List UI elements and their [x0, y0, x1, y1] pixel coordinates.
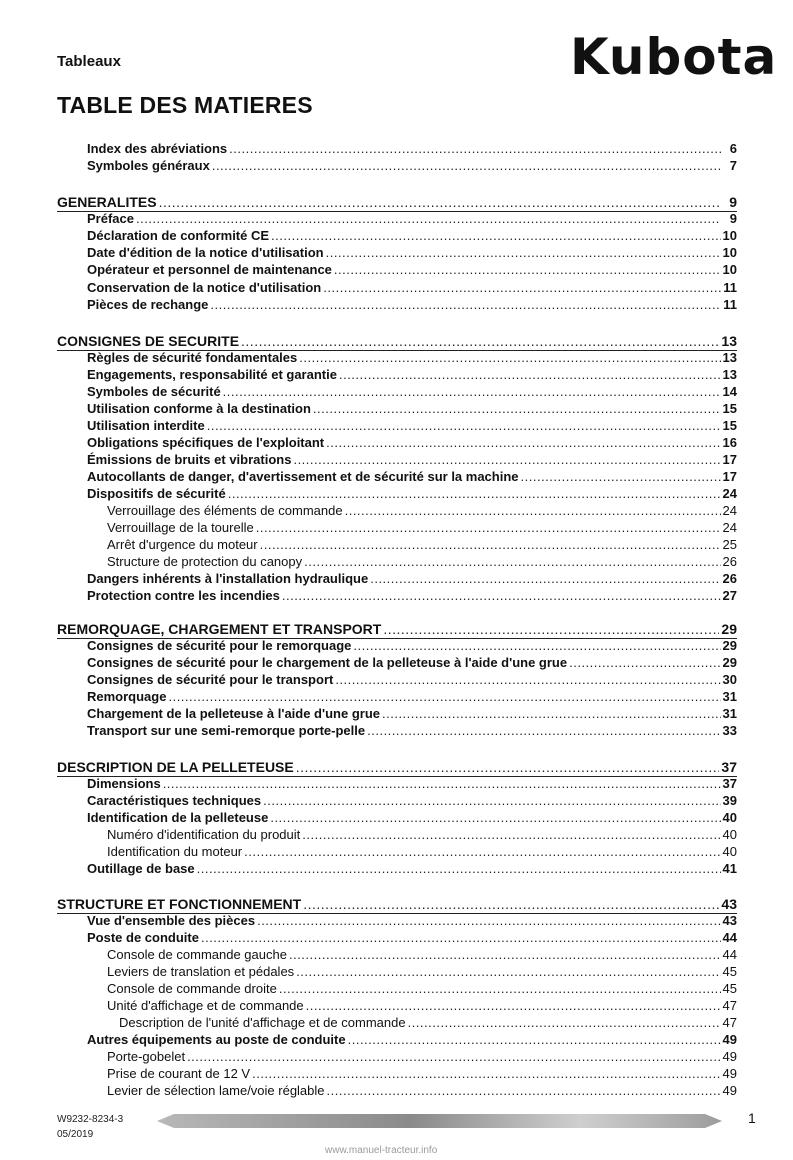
- toc-entry[interactable]: [107, 1066, 737, 1082]
- toc-entry[interactable]: [87, 793, 737, 809]
- toc-entry-title: Consignes de sécurité pour le chargement de la pelleteuse à l'aide d'une grue: [87, 655, 568, 670]
- toc-entry-title: CONSIGNES DE SECURITE: [57, 333, 240, 349]
- toc-entry[interactable]: [87, 245, 737, 261]
- toc-page-number: 49: [722, 1049, 737, 1064]
- toc-page-number: 43: [721, 896, 737, 912]
- toc-entry-title: Console de commande gauche: [107, 947, 287, 962]
- toc-entry[interactable]: [87, 401, 737, 417]
- toc-page-number: 39: [722, 793, 737, 808]
- toc-leader-dots: [296, 759, 720, 775]
- toc-leader-dots: [304, 554, 720, 570]
- toc-leader-dots: [293, 452, 720, 468]
- toc-page-number: 25: [722, 537, 737, 552]
- toc-entry-title: Dispositifs de sécurité: [87, 486, 226, 501]
- toc-page-number: 49: [722, 1032, 737, 1047]
- doc-number: W9232-8234-3: [57, 1114, 124, 1125]
- toc-leader-dots: [353, 638, 720, 654]
- toc-leader-dots: [323, 280, 721, 296]
- toc-page-number: 13: [722, 367, 737, 382]
- toc-entry[interactable]: [87, 723, 737, 739]
- toc-entry-title: Poste de conduite: [87, 930, 199, 945]
- toc-page-number: 29: [721, 621, 737, 637]
- toc-entry[interactable]: [87, 262, 737, 278]
- toc-leader-dots: [270, 810, 720, 826]
- toc-leader-dots: [197, 861, 721, 877]
- toc-leader-dots: [212, 158, 721, 174]
- toc-entry-title: Engagements, responsabilité et garantie: [87, 367, 337, 382]
- toc-chapter[interactable]: [57, 194, 737, 210]
- toc-entry-title: Règles de sécurité fondamentales: [87, 350, 298, 365]
- toc-page-number: 40: [722, 827, 737, 842]
- page-number: 1: [748, 1110, 756, 1126]
- toc-leader-dots: [282, 588, 721, 604]
- toc-entry-title: Dimensions: [87, 776, 161, 791]
- toc-page-number: 10: [722, 262, 737, 277]
- toc-leader-dots: [252, 1066, 720, 1082]
- toc-entry-title: Arrêt d'urgence du moteur: [107, 537, 258, 552]
- toc-leader-dots: [569, 655, 720, 671]
- toc-entry[interactable]: [87, 211, 737, 227]
- toc-entry[interactable]: [87, 435, 737, 451]
- toc-entry[interactable]: [87, 672, 737, 688]
- toc-leader-dots: [263, 793, 720, 809]
- toc-entry[interactable]: [87, 588, 737, 604]
- toc-page-number: 47: [722, 998, 737, 1013]
- toc-entry[interactable]: [87, 655, 737, 671]
- toc-page-number: 11: [723, 280, 737, 295]
- toc-entry[interactable]: [87, 228, 737, 244]
- toc-entry-title: Consignes de sécurité pour le remorquage: [87, 638, 352, 653]
- footer-bar: [157, 1114, 722, 1128]
- toc-entry[interactable]: [107, 947, 737, 963]
- toc-entry[interactable]: [107, 1083, 737, 1099]
- toc-leader-dots: [207, 418, 721, 434]
- toc-entry[interactable]: [119, 1015, 737, 1031]
- toc-entry[interactable]: [87, 384, 737, 400]
- toc-page-number: 15: [722, 418, 737, 433]
- toc-entry-title: Dangers inhérents à l'installation hydraulique: [87, 571, 369, 586]
- toc-page-number: 44: [722, 947, 737, 962]
- toc-entry[interactable]: [107, 1049, 737, 1065]
- toc-entry[interactable]: [107, 964, 737, 980]
- toc-entry-title: Description de l'unité d'affichage et de commande: [119, 1015, 406, 1030]
- toc-leader-dots: [327, 1083, 721, 1099]
- toc-entry[interactable]: [107, 503, 737, 519]
- toc-entry[interactable]: [107, 998, 737, 1014]
- toc-page-number: 40: [722, 810, 737, 825]
- toc-entry-title: Symboles généraux: [87, 158, 210, 173]
- toc-leader-dots: [313, 401, 721, 417]
- toc-page-number: 16: [722, 435, 737, 450]
- toc-page-number: 45: [722, 964, 737, 979]
- toc-entry-title: Préface: [87, 211, 134, 226]
- toc-leader-dots: [210, 297, 721, 313]
- toc-leader-dots: [303, 896, 719, 912]
- kubota-logo: Kubota: [570, 28, 778, 86]
- toc-leader-dots: [223, 384, 721, 400]
- toc-page-number: 43: [722, 913, 737, 928]
- toc-entry[interactable]: [87, 158, 737, 174]
- toc-page-number: 10: [722, 228, 737, 243]
- toc-page-number: 40: [722, 844, 737, 859]
- toc-entry[interactable]: [87, 280, 737, 296]
- toc-page-number: 29: [722, 655, 737, 670]
- toc-entry[interactable]: [107, 554, 737, 570]
- toc-chapter[interactable]: [57, 759, 737, 775]
- toc-page-number: 13: [721, 333, 737, 349]
- toc-leader-dots: [326, 435, 720, 451]
- toc-entry[interactable]: [87, 571, 737, 587]
- toc-entry-title: Verrouillage des éléments de commande: [107, 503, 343, 518]
- toc-entry[interactable]: [87, 418, 737, 434]
- toc-entry[interactable]: [87, 776, 737, 792]
- toc-entry[interactable]: [87, 930, 737, 946]
- toc-entry-title: Prise de courant de 12 V: [107, 1066, 251, 1081]
- toc-page-number: 37: [721, 759, 737, 775]
- toc-leader-dots: [201, 930, 721, 946]
- toc-page-number: 17: [722, 469, 737, 484]
- toc-page-number: 15: [722, 401, 737, 416]
- toc-page-number: 44: [722, 930, 737, 945]
- toc-chapter[interactable]: [57, 333, 737, 349]
- toc-entry-title: Unité d'affichage et de commande: [107, 998, 304, 1013]
- toc-entry-title: Identification du moteur: [107, 844, 243, 859]
- toc-entry-title: GENERALITES: [57, 194, 157, 210]
- toc-page-number: 41: [722, 861, 737, 876]
- toc-page-number: 31: [722, 689, 737, 704]
- toc-leader-dots: [163, 776, 721, 792]
- toc-entry-title: Utilisation interdite: [87, 418, 205, 433]
- toc-entry-title: Conservation de la notice d'utilisation: [87, 280, 322, 295]
- toc-entry[interactable]: [87, 638, 737, 654]
- toc-leader-dots: [370, 571, 720, 587]
- toc-page-number: 27: [722, 588, 737, 603]
- toc-leader-dots: [326, 245, 721, 261]
- toc-entry-title: Outillage de base: [87, 861, 195, 876]
- toc-page-number: 6: [729, 141, 737, 156]
- toc-entry-title: Consignes de sécurité pour le transport: [87, 672, 334, 687]
- toc-entry-title: REMORQUAGE, CHARGEMENT ET TRANSPORT: [57, 621, 382, 637]
- toc-entry[interactable]: [107, 520, 737, 536]
- toc-entry-title: Transport sur une semi-remorque porte-pelle: [87, 723, 366, 738]
- toc-entry-title: STRUCTURE ET FONCTIONNEMENT: [57, 896, 302, 912]
- toc-entry-title: Déclaration de conformité CE: [87, 228, 270, 243]
- toc-leader-dots: [271, 228, 720, 244]
- toc-entry[interactable]: [87, 861, 737, 877]
- toc-page-number: 26: [722, 554, 737, 569]
- toc-entry-title: Remorquage: [87, 689, 167, 704]
- toc-entry[interactable]: [87, 689, 737, 705]
- toc-page-number: 49: [722, 1083, 737, 1098]
- toc-entry-title: Autres équipements au poste de conduite: [87, 1032, 346, 1047]
- toc-page-number: 24: [722, 503, 737, 518]
- toc-leader-dots: [289, 947, 721, 963]
- toc-leader-dots: [296, 964, 720, 980]
- toc-page-number: 47: [722, 1015, 737, 1030]
- toc-entry-title: Obligations spécifiques de l'exploitant: [87, 435, 325, 450]
- toc-leader-dots: [383, 621, 719, 637]
- toc-entry-title: Protection contre les incendies: [87, 588, 280, 603]
- toc-leader-dots: [187, 1049, 720, 1065]
- toc-leader-dots: [382, 706, 721, 722]
- toc-page-number: 9: [729, 211, 737, 226]
- toc-leader-dots: [279, 981, 721, 997]
- toc-entry[interactable]: [87, 367, 737, 383]
- toc-entry-title: Date d'édition de la notice d'utilisation: [87, 245, 324, 260]
- toc-entry-title: Vue d'ensemble des pièces: [87, 913, 256, 928]
- toc-leader-dots: [334, 262, 721, 278]
- toc-entry[interactable]: [87, 706, 737, 722]
- toc-page-number: 33: [722, 723, 737, 738]
- toc-page-number: 7: [729, 158, 737, 173]
- toc-page-number: 11: [723, 297, 737, 312]
- toc-leader-dots: [260, 537, 721, 553]
- toc-leader-dots: [408, 1015, 721, 1031]
- toc-entry[interactable]: [87, 913, 737, 929]
- toc-page-number: 31: [722, 706, 737, 721]
- toc-entry-title: Index des abréviations: [87, 141, 228, 156]
- toc-entry-title: Autocollants de danger, d'avertissement et de sécurité sur la machine: [87, 469, 519, 484]
- toc-entry-title: Pièces de rechange: [87, 297, 209, 312]
- toc-entry-title: Utilisation conforme à la destination: [87, 401, 311, 416]
- toc-entry-title: Porte-gobelet: [107, 1049, 186, 1064]
- toc-entry-title: Numéro d'identification du produit: [107, 827, 301, 842]
- toc-entry-title: Symboles de sécurité: [87, 384, 221, 399]
- footer-doc-info: [57, 1112, 123, 1142]
- toc-entry[interactable]: [87, 486, 737, 502]
- toc-page-number: 17: [722, 452, 737, 467]
- toc-page-number: 10: [722, 245, 737, 260]
- toc-entry-title: Leviers de translation et pédales: [107, 964, 295, 979]
- toc-leader-dots: [306, 998, 721, 1014]
- toc-leader-dots: [244, 844, 720, 860]
- toc-entry-title: Levier de sélection lame/voie réglable: [107, 1083, 325, 1098]
- watermark: www.manuel-tracteur.info: [325, 1145, 438, 1156]
- toc-entry[interactable]: [87, 141, 737, 157]
- toc-page-number: 45: [722, 981, 737, 996]
- toc-leader-dots: [345, 503, 721, 519]
- toc-leader-dots: [348, 1032, 721, 1048]
- toc-page-number: 29: [722, 638, 737, 653]
- toc-leader-dots: [521, 469, 721, 485]
- toc-leader-dots: [136, 211, 721, 227]
- toc-chapter[interactable]: [57, 896, 737, 912]
- toc-page-number: 14: [722, 384, 737, 399]
- toc-page-number: 24: [722, 520, 737, 535]
- toc-entry-title: Émissions de bruits et vibrations: [87, 452, 292, 467]
- page-title: TABLE DES MATIERES: [57, 92, 313, 118]
- toc-page-number: 30: [722, 672, 737, 687]
- toc-leader-dots: [229, 141, 721, 157]
- toc-entry[interactable]: [87, 469, 737, 485]
- toc-entry[interactable]: [87, 297, 737, 313]
- toc-chapter[interactable]: [57, 621, 737, 637]
- toc-entry[interactable]: [107, 827, 737, 843]
- toc-entry[interactable]: [87, 350, 737, 366]
- toc-entry[interactable]: [107, 981, 737, 997]
- toc-leader-dots: [339, 367, 721, 383]
- toc-page-number: 26: [722, 571, 737, 586]
- toc-leader-dots: [228, 486, 721, 502]
- toc-entry-title: Console de commande droite: [107, 981, 277, 996]
- toc-leader-dots: [159, 194, 721, 210]
- toc-entry-title: Chargement de la pelleteuse à l'aide d'une grue: [87, 706, 380, 721]
- toc-page-number: 9: [729, 194, 737, 210]
- toc-entry-title: Identification de la pelleteuse: [87, 810, 269, 825]
- toc-leader-dots: [335, 672, 720, 688]
- toc-page-number: 24: [722, 486, 737, 501]
- toc-entry[interactable]: [107, 844, 737, 860]
- toc-leader-dots: [302, 827, 720, 843]
- toc-leader-dots: [299, 350, 720, 366]
- toc-page-number: 37: [722, 776, 737, 791]
- toc-entry-title: Structure de protection du canopy: [107, 554, 303, 569]
- doc-date: 05/2019: [57, 1129, 94, 1140]
- toc-leader-dots: [367, 723, 720, 739]
- toc-entry-title: Opérateur et personnel de maintenance: [87, 262, 332, 277]
- section-label: Tableaux: [57, 53, 121, 70]
- toc-leader-dots: [257, 913, 720, 929]
- toc-entry[interactable]: [107, 537, 737, 553]
- toc-page-number: 13: [722, 350, 737, 365]
- toc-leader-dots: [241, 333, 719, 349]
- toc-entry[interactable]: [87, 1032, 737, 1048]
- toc-entry-title: DESCRIPTION DE LA PELLETEUSE: [57, 759, 294, 775]
- toc-page-number: 49: [722, 1066, 737, 1081]
- toc-leader-dots: [256, 520, 721, 536]
- toc-entry[interactable]: [87, 810, 737, 826]
- toc-entry-title: Caractéristiques techniques: [87, 793, 262, 808]
- toc-leader-dots: [168, 689, 720, 705]
- toc-entry[interactable]: [87, 452, 737, 468]
- toc-entry-title: Verrouillage de la tourelle: [107, 520, 254, 535]
